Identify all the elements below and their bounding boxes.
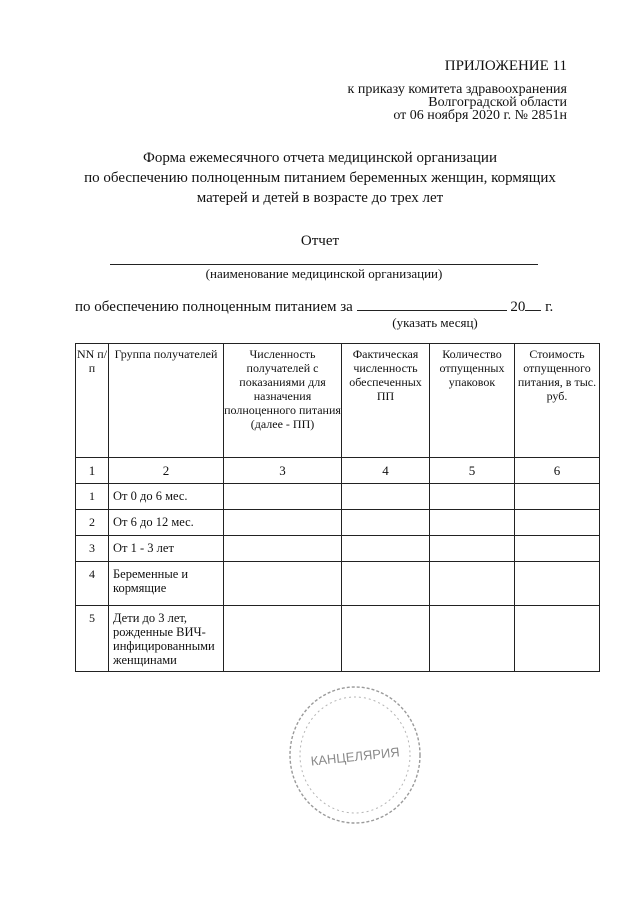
stamp-text: КАНЦЕЛЯРИЯ xyxy=(309,744,401,769)
input-cell[interactable] xyxy=(515,536,600,562)
column-number-row xyxy=(76,458,600,484)
input-cell[interactable] xyxy=(515,562,600,606)
order-reference-line: к приказу комитета здравоохранения xyxy=(347,82,567,97)
month-field[interactable] xyxy=(357,296,507,311)
input-cell[interactable] xyxy=(224,606,342,672)
column-number: 6 xyxy=(515,458,600,484)
row-number: 3 xyxy=(76,536,109,562)
input-cell[interactable] xyxy=(342,484,430,510)
column-header: Фактическая численность обеспеченных ПП xyxy=(342,344,430,458)
row-number: 5 xyxy=(76,606,109,672)
period-line xyxy=(75,296,553,316)
form-title-line: по обеспечению полноценным питанием беременных женщин, кормящих xyxy=(84,170,556,186)
input-cell[interactable] xyxy=(430,484,515,510)
recipient-group: Дети до 3 лет, рожденные ВИЧ-инфицированными женщинами xyxy=(109,606,224,672)
period-year: 20 xyxy=(510,299,526,315)
column-number: 1 xyxy=(76,458,109,484)
table-row xyxy=(76,606,600,672)
input-cell[interactable] xyxy=(430,606,515,672)
input-cell[interactable] xyxy=(224,484,342,510)
input-cell[interactable] xyxy=(430,562,515,606)
input-cell[interactable] xyxy=(342,562,430,606)
report-table xyxy=(75,343,600,672)
form-title-line: матерей и детей в возрасте до трех лет xyxy=(196,190,444,206)
row-number: 4 xyxy=(76,562,109,606)
recipient-group: От 1 - 3 лет xyxy=(109,536,224,562)
input-cell[interactable] xyxy=(342,536,430,562)
recipient-group: Беременные и кормящие xyxy=(109,562,224,606)
input-cell[interactable] xyxy=(515,510,600,536)
column-number: 4 xyxy=(342,458,430,484)
table-header-row xyxy=(76,344,600,458)
column-header: Группа получателей xyxy=(109,344,224,458)
year-field[interactable] xyxy=(525,296,541,311)
table-row xyxy=(76,536,600,562)
input-cell[interactable] xyxy=(430,510,515,536)
form-title-line: Форма ежемесячного отчета медицинской организации xyxy=(143,150,497,166)
input-cell[interactable] xyxy=(515,484,600,510)
office-stamp xyxy=(283,680,428,830)
appendix-title: ПРИЛОЖЕНИЕ 11 xyxy=(444,58,567,74)
recipient-group: От 6 до 12 мес. xyxy=(109,510,224,536)
order-reference-date: от 06 ноября 2020 г. № 2851н xyxy=(393,108,567,123)
table-row xyxy=(76,510,600,536)
column-header: NN п/п xyxy=(76,344,109,458)
row-number: 2 xyxy=(76,510,109,536)
order-reference-line: Волгоградской области xyxy=(428,95,567,110)
input-cell[interactable] xyxy=(224,562,342,606)
table-row xyxy=(76,484,600,510)
column-header: Численность получателей с показаниями для назначения полноценного питания (далее - ПП) xyxy=(224,344,342,458)
column-header: Стоимость отпущенного питания, в тыс. руб. xyxy=(515,344,600,458)
input-cell[interactable] xyxy=(515,606,600,672)
period-prefix: по обеспечению полноценным питанием за xyxy=(75,299,353,315)
table-row xyxy=(76,562,600,606)
input-cell[interactable] xyxy=(342,606,430,672)
recipient-group: От 0 до 6 мес. xyxy=(109,484,224,510)
input-cell[interactable] xyxy=(224,536,342,562)
report-heading: Отчет xyxy=(300,233,340,249)
input-cell[interactable] xyxy=(342,510,430,536)
column-header: Количество отпущенных упаковок xyxy=(430,344,515,458)
column-number: 2 xyxy=(109,458,224,484)
organization-caption: (наименование медицинской организации) xyxy=(205,266,443,281)
input-cell[interactable] xyxy=(224,510,342,536)
column-number: 5 xyxy=(430,458,515,484)
period-suffix: г. xyxy=(545,299,554,315)
row-number: 1 xyxy=(76,484,109,510)
month-caption: (указать месяц) xyxy=(392,315,478,330)
organization-name-field[interactable] xyxy=(110,264,538,265)
input-cell[interactable] xyxy=(430,536,515,562)
column-number: 3 xyxy=(224,458,342,484)
